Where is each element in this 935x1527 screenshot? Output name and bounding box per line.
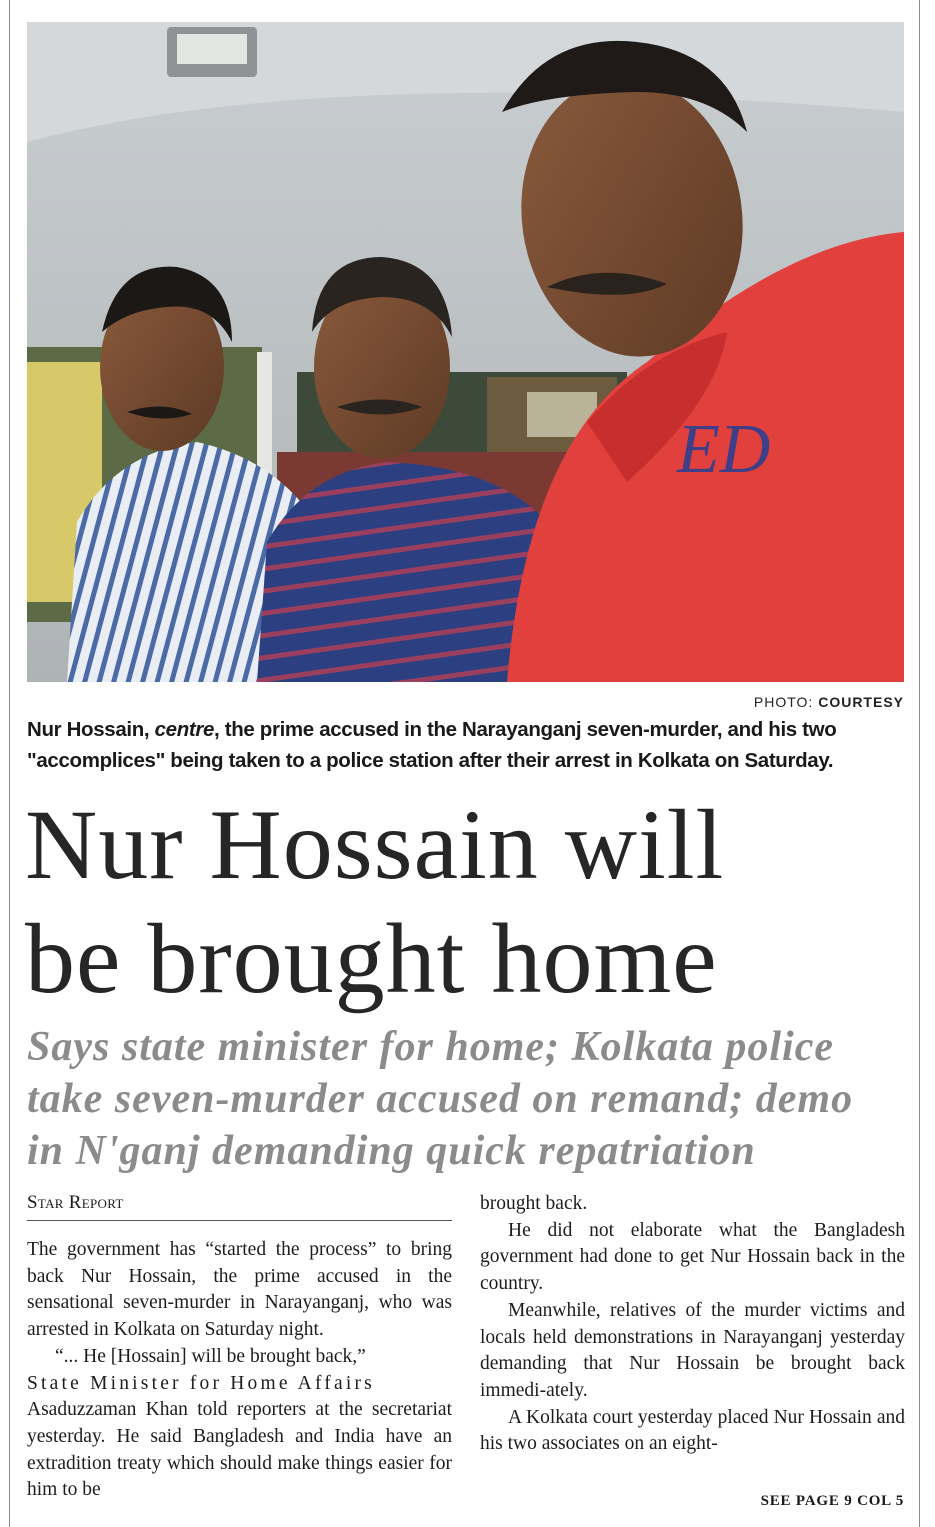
byline: Star Report — [27, 1192, 124, 1213]
svg-text:ED: ED — [677, 411, 771, 488]
jump-line[interactable]: SEE PAGE 9 COL 5 — [760, 1493, 904, 1509]
news-photo — [27, 22, 904, 682]
deck-subheadline: Says state minister for home; Kolkata police take seven-murder accused on remand; demo in N'ganj demanding quick repatriation — [27, 1024, 854, 1174]
paragraph: Asaduzzaman Khan told reporters at the secretariat yesterday. He said Bangladesh and India have an extradition treaty which should make things easier for him to be — [27, 1399, 452, 1501]
article-column-2 — [480, 1191, 905, 1458]
page-rule-right — [919, 0, 920, 1527]
paragraph-line: State Minister for Home Affairs — [27, 1372, 375, 1394]
article-column-1 — [27, 1237, 452, 1504]
photo-credit: PHOTO: COURTESY — [753, 694, 904, 710]
paragraph: Meanwhile, relatives of the murder victims and locals held demonstrations in Narayanganj yesterday demanding that Nur Hossain be brought back immedi-ately. — [480, 1299, 905, 1401]
page-rule-left — [9, 0, 10, 1527]
paragraph: He did not elaborate what the Bangladesh government had done to get Nur Hossain back in the country. — [480, 1219, 905, 1295]
paragraph: brought back. — [480, 1193, 588, 1214]
paragraph: A Kolkata court yesterday placed Nur Hossain and his two associates on an eight- — [480, 1406, 905, 1455]
paragraph: The government has “started the process” to bring back Nur Hossain, the prime accused in the sensational seven-murder in Narayanganj, who was arrested in Kolkata on Saturday night. — [27, 1239, 452, 1341]
paragraph-quote: “... He [Hossain] will be brought back,” — [55, 1345, 366, 1367]
headline: Nur Hossain will be brought home — [25, 789, 725, 1014]
byline-divider — [27, 1220, 452, 1221]
photo-caption: Nur Hossain, centre, the prime accused in the Narayanganj seven-murder, and his two "accomplices" being taken to a police station after their arrest in Kolkata on Saturday. — [27, 718, 837, 772]
